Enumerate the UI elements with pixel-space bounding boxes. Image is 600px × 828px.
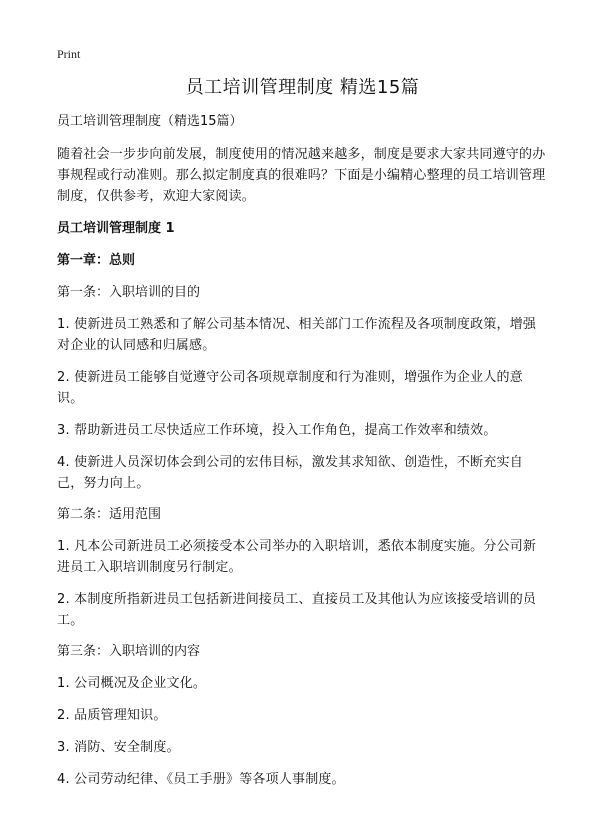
list-item: 1. 凡本公司新进员工必须接受本公司举办的入职培训，悉依本制度实施。分公司新进员工入职培训制度另行制定。 [57, 539, 537, 575]
article-1 [57, 283, 548, 494]
list-item: 3. 消防、安全制度。 [57, 740, 180, 755]
list-item: 2. 使新进员工能够自觉遵守公司各项规章制度和行为准则，增强作为企业人的意识。 [57, 370, 523, 406]
article-title: 第一条：入职培训的目的 [57, 285, 201, 300]
list-item: 1. 公司概况及企业文化。 [57, 676, 207, 691]
article-title: 第三条：入职培训的内容 [57, 644, 201, 659]
list-item: 2. 本制度所指新进员工包括新进间接员工、直接员工及其他认为应该接受培训的员工。 [57, 592, 537, 628]
list-item: 2. 品质管理知识。 [57, 708, 167, 723]
document-subtitle: 员工培训管理制度（精选15篇） [57, 114, 243, 129]
article-2 [57, 505, 548, 631]
list-item: 4. 公司劳动纪律、《员工手册》等各项人事制度。 [57, 772, 345, 787]
article-title: 第二条：适用范围 [57, 507, 162, 522]
section-title: 员工培训管理制度 1 [57, 221, 175, 236]
print-label: Print [57, 47, 81, 61]
list-item: 1. 使新进员工熟悉和了解公司基本情况、相关部门工作流程及各项制度政策，增强对企业的认同感和归属感。 [57, 317, 537, 353]
list-item: 4. 使新进人员深切体会到公司的宏伟目标，激发其求知欲、创造性，不断充实自己，努力向上。 [57, 455, 523, 491]
list-item: 3. 帮助新进员工尽快适应工作环境，投入工作角色，提高工作效率和绩效。 [57, 423, 497, 438]
document-title: 员工培训管理制度 精选15篇 [185, 77, 420, 98]
article-3 [57, 642, 548, 790]
intro-paragraph: 随着社会一步步向前发展，制度使用的情况越来越多，制度是要求大家共同遵守的办事规程或行动准则。那么拟定制度真的很难吗？下面是小编精心整理的员工培训管理制度，仅供参考，欢迎大家阅读。 [57, 147, 546, 204]
chapter-title: 第一章：总则 [57, 253, 136, 268]
